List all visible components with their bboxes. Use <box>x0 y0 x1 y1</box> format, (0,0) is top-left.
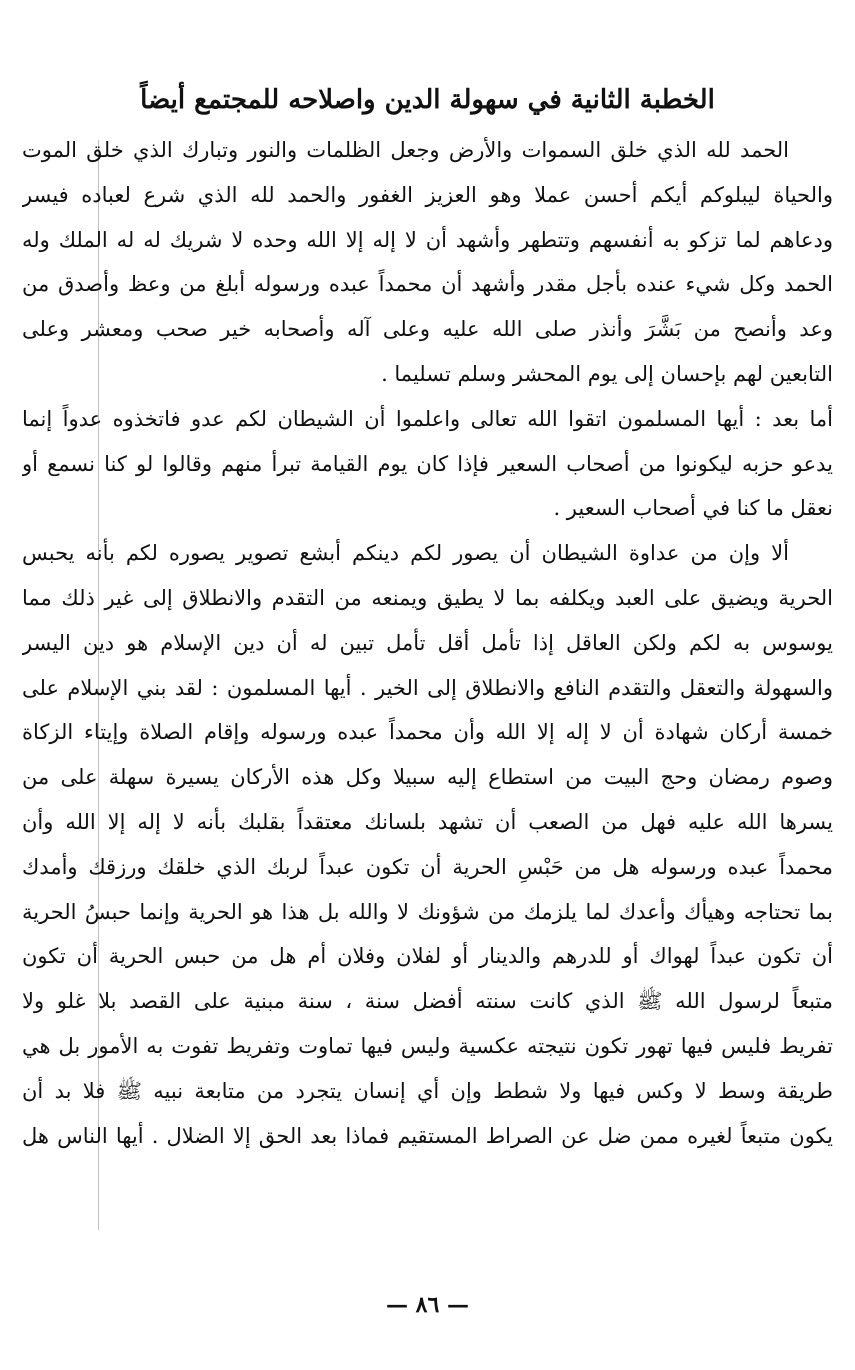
text-line: نعقل ما كنا في أصحاب السعير . <box>553 496 833 521</box>
sermon-body <box>22 128 833 1158</box>
text-line: محمداً عبده ورسوله هل من حَبْسِ الحرية أن تكون عبداً لربك الذي خلقك ورزقك وأمدك <box>22 854 833 879</box>
text-line: أما بعد : أيها المسلمون اتقوا الله تعالى واعلموا أن الشيطان لكم عدو فاتخذوه عدواً إنما <box>22 406 833 431</box>
text-line: الحمد وكل شيء عنده بأجل مقدر وأشهد أن محمداً عبده ورسوله أبلغ من وعظ وأصدق من <box>22 272 833 297</box>
text-line: متبعاً لرسول الله ﷺ الذي كانت سنته أفضل سنة ، سنة مبنية على القصد بلا غلو ولا <box>22 989 833 1014</box>
text-line: بما تحتاجه وهيأك وأعدك لما يلزمك من شؤونك لا والله بل هذا هو الحرية وإنما حبسُ الحرية <box>22 899 833 924</box>
text-line: يكون متبعاً لغيره ممن ضل عن الصراط المستقيم فماذا بعد الحق إلا الضلال . أيها الناس هل <box>22 1123 833 1148</box>
text-line: يسرها الله عليه فهل من الصعب أن تشهد بلسانك معتقداً بقلبك بأنه لا إله إلا الله وأن <box>22 809 833 834</box>
text-line: طريقة وسط لا وكس فيها ولا شطط وإن أي إنسان يتجرد من متابعة نبيه ﷺ فلا بد أن <box>22 1078 833 1103</box>
text-line: وعد وأنصح من بَشَّرَ وأنذر صلى الله عليه وعلى آله وأصحابه خير صحب ومعشر وعلى <box>22 317 833 342</box>
text-line: وصوم رمضان وحج البيت من استطاع إليه سبيلا وكل هذه الأركان يسيرة سهلة على من <box>22 765 833 790</box>
page-number: — ٨٦ — <box>386 1292 469 1318</box>
text-line: يدعو حزبه ليكونوا من أصحاب السعير فإذا كان يوم القيامة تبرأ منهم وقالوا لو كنا نسمع أو <box>22 451 833 476</box>
text-line: الحرية ويضيق على العبد ويكلفه بما لا يطيق ويمنعه من التقدم والانطلاق إلى غير ذلك مما <box>22 585 833 610</box>
text-line: التابعين لهم بإحسان إلى يوم المحشر وسلم تسليما . <box>381 361 833 386</box>
text-line: والسهولة والتعقل والتقدم النافع والانطلاق إلى الخير . أيها المسلمون : لقد بني الإسلام على <box>22 675 833 700</box>
document-page <box>22 0 833 1370</box>
text-line: يوسوس به لكم ولكن العاقل إذا تأمل أقل تأمل تبين له أن دين الإسلام هو دين اليسر <box>22 630 833 655</box>
text-line: والحياة ليبلوكم أيكم أحسن عملا وهو العزيز الغفور والحمد لله الذي شرع لعباده فيسر <box>22 182 833 207</box>
text-line: الحمد لله الذي خلق السموات والأرض وجعل الظلمات والنور وتبارك الذي خلق الموت <box>22 138 789 162</box>
text-line: ألا وإن من عداوة الشيطان أن يصور لكم دينكم أبشع تصوير يصوره لكم بأنه يحبس <box>22 541 789 566</box>
text-line: أن تكون عبداً لهواك أو للدرهم والدينار أو لفلان وفلان أم هل من حبس الحرية أن تكون <box>22 944 833 969</box>
sermon-title: الخطبة الثانية في سهولة الدين واصلاحه للمجتمع أيضاً <box>140 85 715 115</box>
text-line: ودعاهم لما تزكو به أنفسهم وتتطهر وأشهد أن لا إله إلا الله وحده لا شريك له له الملك وله <box>22 227 833 252</box>
text-line: خمسة أركان شهادة أن لا إله إلا الله وأن محمداً عبده ورسوله وإقام الصلاة وإيتاء الزكاة <box>22 720 833 745</box>
text-line: تفريط فليس فيها تهور تكون نتيجته عكسية وليس فيها تماوت وتفريط تفوت به الأمور بل هي <box>22 1033 833 1058</box>
